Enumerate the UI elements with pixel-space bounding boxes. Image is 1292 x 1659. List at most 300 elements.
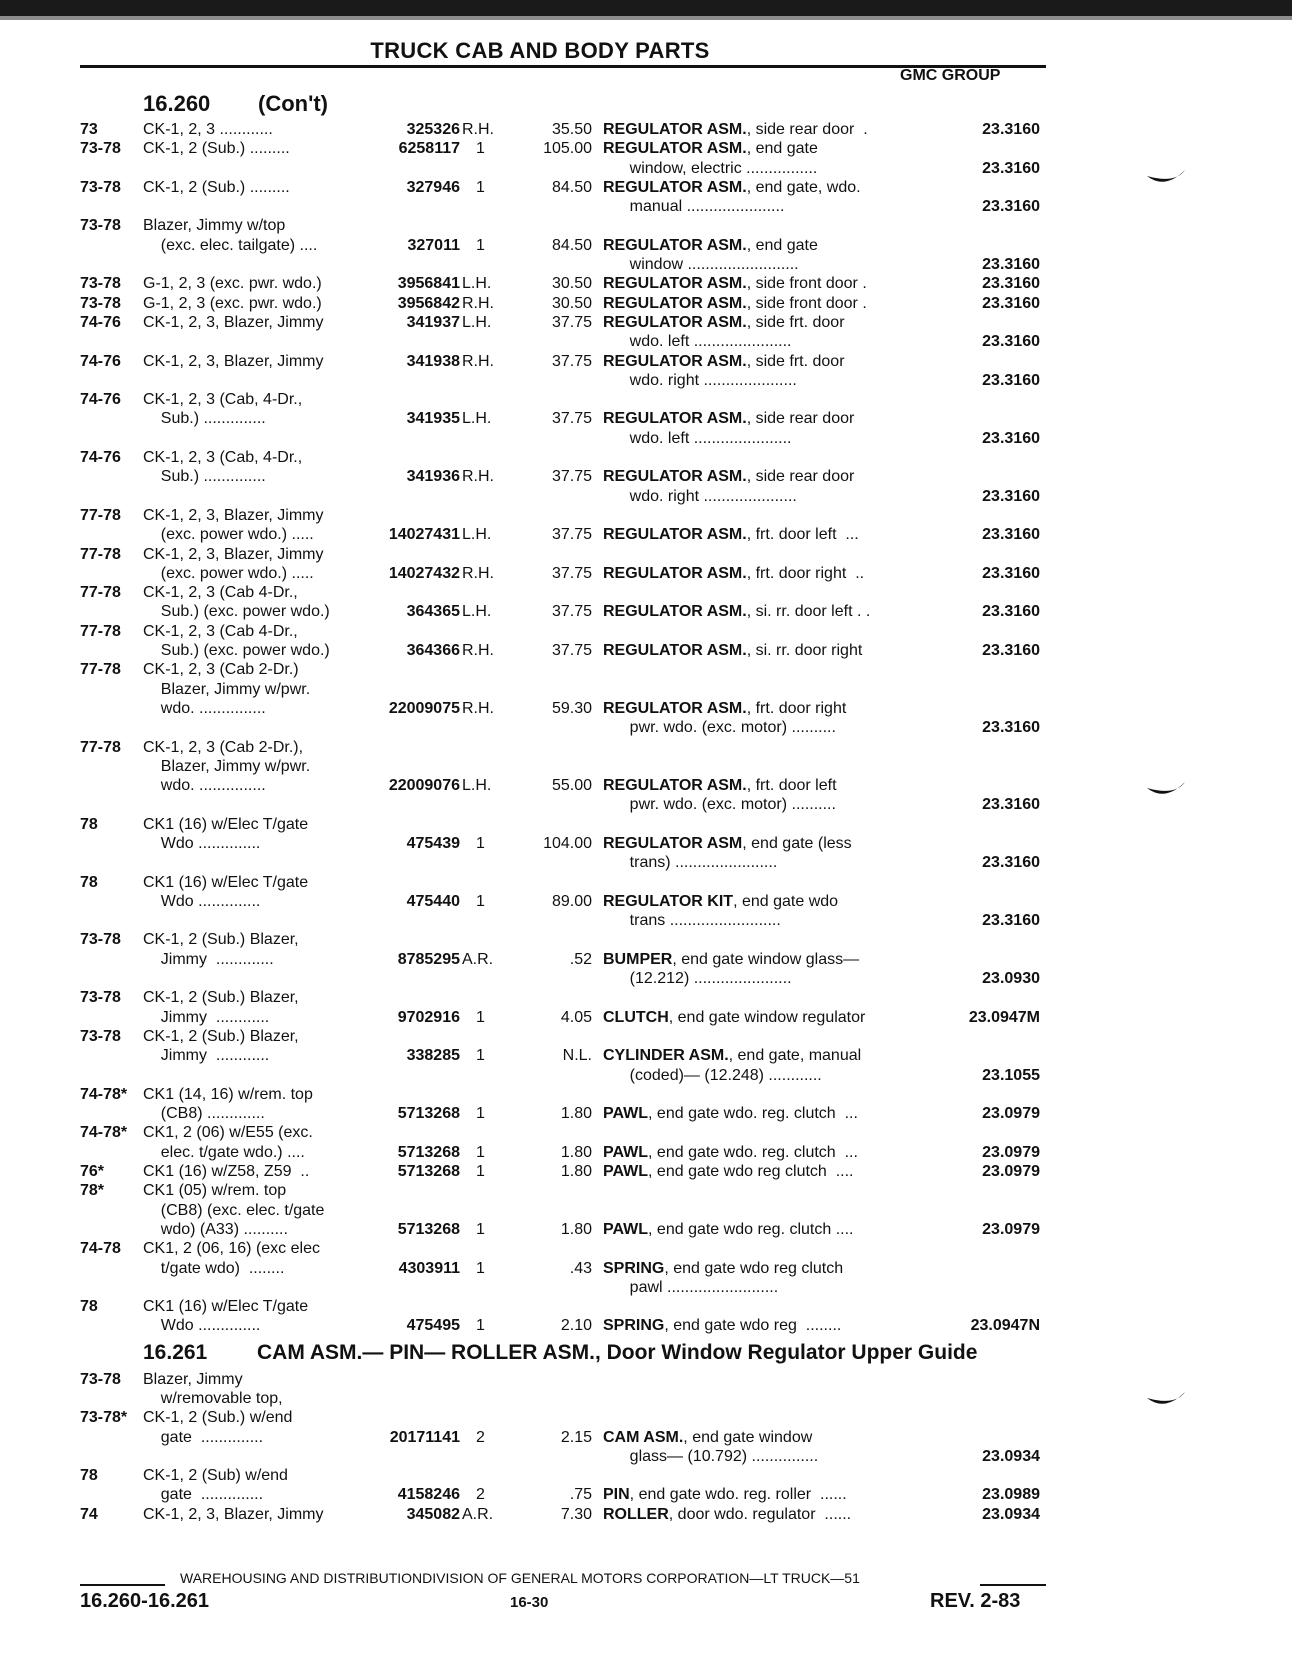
quantity: 1 xyxy=(476,1317,485,1335)
model-year: 74-78* xyxy=(80,1124,128,1142)
application-cont: gate .............. xyxy=(143,1428,264,1446)
application-cont: Blazer, Jimmy w/pwr. xyxy=(143,680,311,698)
table-row xyxy=(0,873,1292,931)
part-name: SPRING xyxy=(603,1259,665,1277)
part-detail: , end gate window xyxy=(683,1428,813,1446)
gmc-group-number: 23.3160 xyxy=(982,159,1040,177)
part-number: 14027431 xyxy=(388,526,460,544)
part-description xyxy=(603,467,925,486)
part-number: 5713268 xyxy=(397,1220,460,1238)
model-year: 74-76 xyxy=(80,313,121,331)
footer-section-range: 16.260-16.261 xyxy=(80,1590,210,1612)
part-number: 475440 xyxy=(406,892,460,910)
application-cont: w/removable top, xyxy=(143,1390,283,1407)
application-cont: t/gate wdo) ........ xyxy=(143,1259,285,1277)
part-description xyxy=(603,120,925,139)
quantity: R.H. xyxy=(462,352,494,370)
part-number: 341935 xyxy=(406,410,460,428)
model-year: 73-78 xyxy=(80,1370,121,1388)
part-description-cont: wdo. right ..................... xyxy=(603,487,797,505)
part-description xyxy=(603,776,925,795)
part-description xyxy=(603,699,925,718)
section-heading xyxy=(143,91,328,117)
list-price: .52 xyxy=(569,950,592,968)
gmc-group-number: 23.3160 xyxy=(982,796,1040,814)
gmc-group-number: 23.3160 xyxy=(982,198,1040,216)
part-detail: , end gate window regulator xyxy=(668,1008,866,1026)
table-row xyxy=(0,139,1292,178)
quantity: L.H. xyxy=(462,777,492,795)
part-name: SPRING xyxy=(603,1317,665,1335)
part-number: 341937 xyxy=(406,313,460,331)
model-year: 78 xyxy=(80,815,98,833)
application-cont: Sub.) (exc. power wdo.) xyxy=(143,642,330,660)
subsection-number: 16.261 xyxy=(143,1340,208,1364)
part-description-cont: pwr. wdo. (exc. motor) .......... xyxy=(603,796,836,814)
part-number: 20171141 xyxy=(389,1428,460,1446)
part-number: 8785295 xyxy=(397,950,460,968)
part-number: 345082 xyxy=(406,1505,460,1523)
part-name: PAWL xyxy=(603,1220,649,1238)
part-detail: , door wdo. regulator ...... xyxy=(668,1505,852,1523)
application: CK1 (14, 16) w/rem. top xyxy=(143,1085,313,1103)
part-detail: , end gate wdo reg clutch xyxy=(664,1259,844,1277)
table-row xyxy=(0,216,1292,274)
application-cont: elec. t/gate wdo.) .... xyxy=(143,1143,305,1161)
gmc-group-number: 23.0934 xyxy=(982,1505,1040,1523)
part-name: REGULATOR ASM. xyxy=(603,178,747,196)
quantity: 1 xyxy=(476,236,485,254)
table-row xyxy=(0,178,1292,217)
part-description-cont: window ......................... xyxy=(603,256,799,274)
application: CK-1, 2, 3 (Cab, 4-Dr., xyxy=(143,391,303,409)
model-year: 77-78 xyxy=(80,506,121,524)
part-detail: , frt. door right .. xyxy=(746,564,865,582)
application: Blazer, Jimmy xyxy=(143,1370,243,1388)
part-detail: , end gate wdo reg ........ xyxy=(664,1317,842,1335)
table-row xyxy=(0,390,1292,448)
part-description-cont: pwr. wdo. (exc. motor) .......... xyxy=(603,719,836,737)
part-description-cont: (coded)— (12.248) ............ xyxy=(603,1066,822,1084)
list-price: 1.80 xyxy=(560,1220,592,1238)
list-price: 7.30 xyxy=(560,1505,592,1523)
application: Blazer, Jimmy w/top xyxy=(143,217,286,235)
table-row xyxy=(0,1466,1292,1505)
part-name: CAM ASM. xyxy=(603,1428,684,1446)
application-cont: Jimmy ............. xyxy=(143,950,274,968)
part-detail: , si. rr. door left . . xyxy=(746,603,871,621)
application: CK-1, 2, 3 (Cab, 4-Dr., xyxy=(143,449,303,467)
quantity: 1 xyxy=(476,834,485,852)
table-row xyxy=(0,1123,1292,1162)
quantity: 1 xyxy=(476,1047,485,1065)
application: CK-1, 2 (Sub.) Blazer, xyxy=(143,989,299,1007)
list-price: 1.80 xyxy=(560,1163,592,1181)
parts-table xyxy=(0,120,1292,1524)
application-cont: Wdo .............. xyxy=(143,892,261,910)
gmc-group-number: 23.3160 xyxy=(982,294,1040,312)
part-number: 338285 xyxy=(406,1047,460,1065)
application-cont: (exc. power wdo.) ..... xyxy=(143,564,314,582)
table-row xyxy=(0,1408,1292,1466)
part-detail: , end gate wdo. reg. clutch ... xyxy=(648,1105,858,1123)
part-detail: , side frt. door xyxy=(746,352,845,370)
application: CK1, 2 (06, 16) (exc elec xyxy=(143,1240,320,1258)
gmc-group-number: 23.3160 xyxy=(982,256,1040,274)
part-name: PAWL xyxy=(603,1105,649,1123)
part-name: CLUTCH xyxy=(603,1008,669,1026)
quantity: R.H. xyxy=(462,294,494,312)
quantity: R.H. xyxy=(462,642,494,660)
table-row xyxy=(0,506,1292,545)
gmc-group-number: 23.0947M xyxy=(968,1008,1040,1026)
application: CK1 (05) w/rem. top xyxy=(143,1182,287,1200)
table-row xyxy=(0,1505,1292,1524)
quantity: L.H. xyxy=(462,410,492,428)
application: G-1, 2, 3 (exc. pwr. wdo.) xyxy=(143,294,322,312)
application-cont: (exc. power wdo.) ..... xyxy=(143,526,314,544)
part-number: 4158246 xyxy=(397,1486,460,1504)
section-number: 16.260 xyxy=(143,91,211,116)
list-price: 35.50 xyxy=(551,121,592,138)
gmc-group-number: 23.3160 xyxy=(982,333,1040,351)
part-description xyxy=(603,178,925,197)
gmc-group-number: 23.0979 xyxy=(982,1143,1040,1161)
part-detail: , end gate wdo. reg. roller ...... xyxy=(629,1486,847,1504)
list-price: 37.75 xyxy=(551,642,592,660)
application: G-1, 2, 3 (exc. pwr. wdo.) xyxy=(143,275,322,293)
gmc-group-number: 23.0979 xyxy=(982,1220,1040,1238)
list-price: 2.10 xyxy=(560,1317,592,1335)
part-description xyxy=(603,1428,925,1447)
application-cont: Sub.) (exc. power wdo.) xyxy=(143,603,330,621)
part-detail: , end gate wdo xyxy=(733,892,839,910)
page-title: TRUCK CAB AND BODY PARTS xyxy=(370,38,710,63)
part-description xyxy=(603,1046,925,1065)
part-number: 4303911 xyxy=(398,1259,460,1277)
application-cont: Jimmy ............ xyxy=(143,1008,270,1026)
application: CK-1, 2, 3 (Cab 4-Dr., xyxy=(143,584,298,602)
application: CK-1, 2 (Sub) w/end xyxy=(143,1467,288,1485)
model-year: 73-78 xyxy=(80,275,121,293)
application: CK1 (16) w/Elec T/gate xyxy=(143,873,309,891)
binder-hole-mark xyxy=(1145,1390,1189,1412)
part-name: REGULATOR ASM. xyxy=(603,526,747,544)
table-row xyxy=(0,1181,1292,1239)
quantity: 2 xyxy=(476,1486,485,1504)
part-description-cont: window, electric ................ xyxy=(603,159,818,177)
application-cont: wdo. ............... xyxy=(143,777,266,795)
list-price: 37.75 xyxy=(551,352,592,370)
application-cont: Blazer, Jimmy w/pwr. xyxy=(143,757,311,775)
table-row xyxy=(0,1239,1292,1297)
quantity: 2 xyxy=(476,1428,485,1446)
part-detail: , side front door . xyxy=(746,294,867,312)
model-year: 78* xyxy=(80,1182,105,1200)
application: CK-1, 2, 3, Blazer, Jimmy xyxy=(143,506,324,524)
part-detail: , frt. door left xyxy=(746,777,837,795)
gmc-group-number: 23.0989 xyxy=(982,1486,1040,1504)
part-name: REGULATOR ASM. xyxy=(603,603,747,621)
part-description xyxy=(603,1008,925,1027)
model-year: 73-78 xyxy=(80,140,121,158)
part-name: PAWL xyxy=(603,1143,649,1161)
subsection-title: CAM ASM.— PIN— ROLLER ASM., Door Window Regulator Upper Guide xyxy=(257,1340,978,1364)
footer-page-number: 16-30 xyxy=(510,1594,549,1611)
model-year: 74-76 xyxy=(80,352,121,370)
binder-hole-mark xyxy=(1145,780,1189,802)
application: CK1, 2 (06) w/E55 (exc. xyxy=(143,1124,313,1142)
part-name: PIN xyxy=(603,1486,630,1504)
part-description xyxy=(603,274,925,293)
model-year: 78 xyxy=(80,1467,98,1485)
part-number: 22009076 xyxy=(388,777,460,795)
model-year: 74-78* xyxy=(80,1085,128,1103)
quantity: A.R. xyxy=(462,1505,494,1523)
part-description-cont: wdo. left ...................... xyxy=(603,429,792,447)
gmc-group-number: 23.1055 xyxy=(982,1066,1040,1084)
part-number: 3956841 xyxy=(397,275,460,293)
model-year: 77-78 xyxy=(80,545,121,563)
table-row xyxy=(0,930,1292,988)
list-price: 84.50 xyxy=(551,178,592,196)
model-year: 77-78 xyxy=(80,738,121,756)
model-year: 73-78 xyxy=(80,178,121,196)
quantity: 1 xyxy=(476,140,485,158)
gmc-group-number: 23.3160 xyxy=(982,487,1040,505)
part-description-cont: wdo. right ..................... xyxy=(603,371,797,389)
table-row xyxy=(0,352,1292,391)
list-price: 37.75 xyxy=(551,468,592,486)
scan-top-border xyxy=(0,0,1292,16)
gmc-group-number: 23.3160 xyxy=(982,121,1040,138)
footer-rule-right xyxy=(980,1584,1046,1586)
part-description xyxy=(603,525,925,544)
part-name: ROLLER xyxy=(603,1505,669,1523)
table-row xyxy=(0,1085,1292,1124)
part-description xyxy=(603,1162,925,1181)
part-description xyxy=(603,409,925,428)
part-name: REGULATOR ASM. xyxy=(603,352,747,370)
quantity: R.H. xyxy=(462,699,494,717)
part-detail: , side front door . xyxy=(746,275,867,293)
part-name: REGULATOR ASM. xyxy=(603,275,747,293)
part-number: 327011 xyxy=(407,236,460,254)
quantity: 1 xyxy=(476,1163,485,1181)
part-description xyxy=(603,1505,925,1524)
part-detail: , end gate window glass— xyxy=(672,950,860,968)
part-detail: , end gate xyxy=(746,140,818,158)
part-detail: , frt. door right xyxy=(746,699,847,717)
application: CK-1, 2, 3 (Cab 4-Dr., xyxy=(143,622,298,640)
part-detail: , end gate wdo reg clutch .... xyxy=(648,1163,854,1181)
application-cont: wdo) (A33) .......... xyxy=(143,1220,288,1238)
part-name: REGULATOR ASM. xyxy=(603,313,747,331)
part-description xyxy=(603,1220,925,1239)
list-price: 30.50 xyxy=(551,275,592,293)
part-name: REGULATOR ASM. xyxy=(603,642,747,660)
table-row xyxy=(0,274,1292,293)
part-number: 5713268 xyxy=(397,1105,460,1123)
section-suffix: (Con't) xyxy=(258,91,328,116)
footer-org-text: WAREHOUSING AND DISTRIBUTIONDIVISION OF GENERAL MOTORS CORPORATION—LT TRUCK—51 xyxy=(180,1570,860,1586)
footer-revision: REV. 2-83 xyxy=(930,1590,1021,1612)
application: CK1 (16) w/Elec T/gate xyxy=(143,1298,309,1316)
part-description xyxy=(603,1143,925,1162)
table-row xyxy=(0,738,1292,815)
application-cont: Sub.) .............. xyxy=(143,410,266,428)
part-name: REGULATOR ASM. xyxy=(603,236,747,254)
part-description xyxy=(603,1104,925,1123)
quantity: 1 xyxy=(476,1105,485,1123)
part-detail: , side rear door xyxy=(746,410,855,428)
quantity: 1 xyxy=(476,1259,485,1277)
part-description-cont: pawl ......................... xyxy=(603,1278,779,1296)
part-name: CYLINDER ASM. xyxy=(603,1047,729,1065)
part-description xyxy=(603,950,925,969)
application-cont: (CB8) (exc. elec. t/gate xyxy=(143,1201,325,1219)
application-cont: wdo. ............... xyxy=(143,699,266,717)
model-year: 74 xyxy=(80,1505,98,1523)
model-year: 73-78* xyxy=(80,1409,128,1427)
list-price: .75 xyxy=(569,1486,592,1504)
part-detail: , end gate xyxy=(746,236,818,254)
gmc-group-number: 23.3160 xyxy=(982,564,1040,582)
quantity: L.H. xyxy=(462,275,492,293)
part-number: 14027432 xyxy=(388,564,460,582)
list-price: 89.00 xyxy=(551,892,592,910)
list-price: 84.50 xyxy=(551,236,592,254)
table-row xyxy=(0,120,1292,139)
application: CK-1, 2, 3 ............ xyxy=(143,121,273,138)
part-name: REGULATOR ASM. xyxy=(603,121,747,138)
part-detail: , side rear door . xyxy=(746,121,868,138)
model-year: 74-76 xyxy=(80,449,121,467)
application-cont: Wdo .............. xyxy=(143,834,261,852)
list-price: 55.00 xyxy=(551,777,592,795)
part-detail: , end gate wdo reg. clutch .... xyxy=(648,1220,854,1238)
part-description xyxy=(603,352,925,371)
list-price: 4.05 xyxy=(560,1008,592,1026)
application: CK-1, 2, 3, Blazer, Jimmy xyxy=(143,352,324,370)
model-year: 78 xyxy=(80,873,98,891)
list-price: 37.75 xyxy=(551,603,592,621)
model-year: 77-78 xyxy=(80,622,121,640)
footer-rule-left xyxy=(80,1584,165,1586)
part-name: REGULATOR ASM xyxy=(603,834,743,852)
model-year: 74-78 xyxy=(80,1240,121,1258)
binder-hole-mark xyxy=(1145,168,1189,190)
table-row xyxy=(0,448,1292,506)
list-price: .43 xyxy=(569,1259,592,1277)
table-row xyxy=(0,815,1292,873)
part-number: 364366 xyxy=(406,642,460,660)
model-year: 73-78 xyxy=(80,217,121,235)
model-year: 73-78 xyxy=(80,989,121,1007)
list-price: 1.80 xyxy=(560,1105,592,1123)
model-year: 77-78 xyxy=(80,661,121,679)
part-detail: , end gate (less xyxy=(742,834,852,852)
part-number: 5713268 xyxy=(397,1163,460,1181)
quantity: 1 xyxy=(476,1220,485,1238)
application: CK-1, 2 (Sub.) Blazer, xyxy=(143,1027,299,1045)
gmc-group-number: 23.3160 xyxy=(982,719,1040,737)
part-name: REGULATOR ASM. xyxy=(603,468,747,486)
part-number: 325326 xyxy=(406,121,460,138)
gmc-group-number: 23.3160 xyxy=(982,603,1040,621)
application: CK-1, 2 (Sub.) Blazer, xyxy=(143,931,299,949)
part-description xyxy=(603,1316,925,1335)
part-number: 5713268 xyxy=(397,1143,460,1161)
part-detail: , end gate, wdo. xyxy=(746,178,861,196)
table-row xyxy=(0,660,1292,737)
part-name: REGULATOR ASM. xyxy=(603,699,747,717)
part-number: 6258117 xyxy=(398,140,460,158)
part-description-cont: trans ......................... xyxy=(603,912,781,930)
part-description-cont: glass— (10.792) ............... xyxy=(603,1447,819,1465)
part-description xyxy=(603,294,925,313)
application: CK-1, 2, 3, Blazer, Jimmy xyxy=(143,545,324,563)
part-name: REGULATOR ASM. xyxy=(603,777,747,795)
application: CK-1, 2, 3, Blazer, Jimmy xyxy=(143,313,324,331)
application: CK-1, 2, 3 (Cab 2-Dr.) xyxy=(143,661,299,679)
part-detail: , side rear door xyxy=(746,468,855,486)
table-row xyxy=(0,1297,1292,1336)
part-description xyxy=(603,313,925,332)
gmc-group-number: 23.3160 xyxy=(982,429,1040,447)
part-number: 327946 xyxy=(406,178,460,196)
application: CK-1, 2 (Sub.) ......... xyxy=(143,140,290,158)
application: CK1 (16) w/Elec T/gate xyxy=(143,815,309,833)
part-name: BUMPER xyxy=(603,950,673,968)
gmc-group-number: 23.3160 xyxy=(982,642,1040,660)
part-name: REGULATOR ASM. xyxy=(603,410,747,428)
application-cont: (CB8) ............. xyxy=(143,1105,265,1123)
part-number: 475439 xyxy=(406,834,460,852)
model-year: 73-78 xyxy=(80,931,121,949)
part-description-cont: manual ...................... xyxy=(603,198,785,216)
table-row xyxy=(0,583,1292,622)
part-name: REGULATOR ASM. xyxy=(603,294,747,312)
part-description xyxy=(603,602,925,621)
table-row xyxy=(0,988,1292,1027)
model-year: 73-78 xyxy=(80,1027,121,1045)
table-row xyxy=(0,1370,1292,1409)
application: CK-1, 2, 3 (Cab 2-Dr.), xyxy=(143,738,304,756)
part-description xyxy=(603,139,925,158)
part-description xyxy=(603,892,925,911)
table-row xyxy=(0,1027,1292,1085)
part-name: REGULATOR ASM. xyxy=(603,564,747,582)
table-row xyxy=(0,294,1292,313)
list-price: N.L. xyxy=(562,1047,592,1065)
part-detail: , si. rr. door right xyxy=(746,642,863,660)
part-number: 9702916 xyxy=(397,1008,460,1026)
subsection-heading xyxy=(0,1336,1292,1370)
quantity: R.H. xyxy=(462,564,494,582)
model-year: 73-78 xyxy=(80,294,121,312)
part-detail: , side frt. door xyxy=(746,313,845,331)
application: CK-1, 2 (Sub.) ......... xyxy=(143,178,290,196)
model-year: 74-76 xyxy=(80,391,121,409)
part-name: REGULATOR KIT xyxy=(603,892,734,910)
application-cont: Jimmy ............ xyxy=(143,1047,270,1065)
list-price: 105.00 xyxy=(543,140,592,158)
application-cont: Sub.) .............. xyxy=(143,468,266,486)
application-cont: gate .............. xyxy=(143,1486,264,1504)
list-price: 37.75 xyxy=(551,410,592,428)
gmc-group-number: 23.0979 xyxy=(982,1163,1040,1181)
